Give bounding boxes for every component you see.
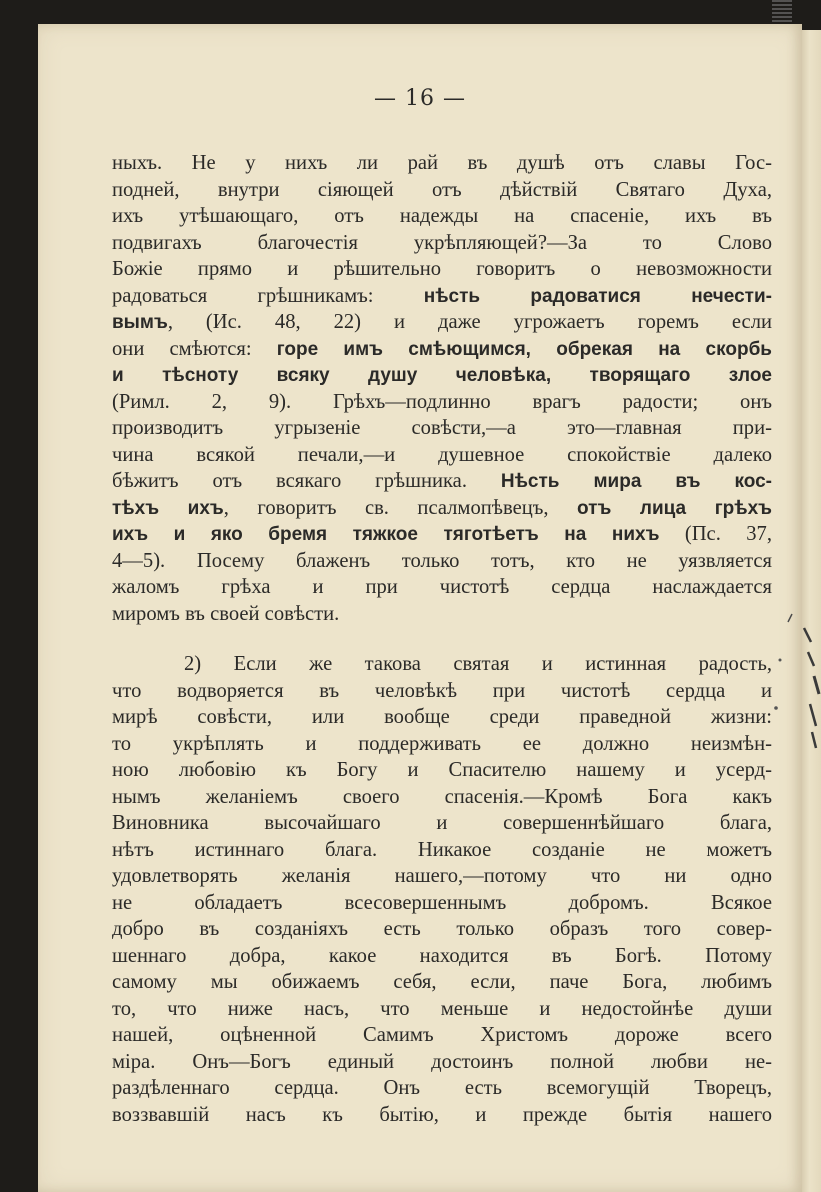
line-text: нымъ желаніемъ своего спасенія.—Кромѣ Бога какъ (112, 785, 772, 808)
text-line (112, 1049, 772, 1076)
text-line (112, 362, 772, 389)
text-line (112, 784, 772, 811)
text-line (112, 678, 772, 705)
line-text: міра. Онъ—Богъ единый достоинъ полной любви не- (112, 1050, 772, 1073)
scripture-quote: Нѣсть мира въ кос- (500, 471, 772, 492)
line-text: Божіе прямо и рѣшительно говоритъ о невозможности (112, 258, 772, 280)
text-line (112, 810, 772, 837)
scripture-quote: вымъ (112, 312, 168, 333)
book-page (38, 24, 802, 1192)
text-line (112, 495, 772, 522)
text-line (112, 601, 772, 628)
text-line (112, 203, 772, 230)
line-text: подвигахъ благочестія укрѣпляющей?—За то Слово (112, 231, 772, 254)
scanner-ruler (772, 0, 792, 22)
line-text: то, что ниже насъ, что меньше и недостойнѣе души (112, 997, 772, 1020)
text-line (112, 863, 772, 890)
text-line (112, 150, 772, 177)
text-line (112, 521, 772, 548)
scripture-quote: тѣхъ ихъ (112, 497, 224, 519)
text-line (112, 230, 772, 257)
line-text: ною любовію къ Богу и Спасителю нашему и усерд- (112, 759, 772, 781)
scripture-quote: ихъ и яко бремя тяжкое тяготѣетъ на нихъ (112, 524, 660, 545)
line-text: чина всякой печали,—и душевное спокойствіе далеко (112, 443, 772, 466)
scripture-quote: горе имъ смѣющимся, обрекая на скорбь (276, 338, 772, 360)
line-text: ныхъ. Не у нихъ ли рай въ душѣ отъ славы Гос- (112, 152, 772, 174)
text-line (112, 442, 772, 469)
line-text: нашей, оцѣненной Самимъ Христомъ дороже всего (112, 1024, 772, 1046)
text-line (112, 336, 772, 363)
text-line (112, 468, 772, 495)
line-text: миромъ въ своей совѣсти. (112, 602, 340, 625)
line-text: 2) Если же такова святая и истинная радость, (184, 653, 772, 675)
text-line (112, 757, 772, 784)
body-text (112, 150, 772, 1128)
line-text: радоваться грѣшникамъ: (112, 284, 424, 307)
page-number: — 16 — (374, 86, 466, 111)
text-line (112, 704, 772, 731)
line-text: то укрѣплять и поддерживать ее должно неизмѣн- (112, 732, 772, 755)
line-text: (Пс. 37, (659, 523, 772, 545)
line-text: 4—5). Посему блаженъ только тотъ, кто не уязвляется (112, 549, 772, 572)
line-text: производитъ угрызеніе совѣсти,—а это—главная при- (112, 417, 772, 439)
line-text: что водворяется въ человѣкѣ при чистотѣ сердца и (112, 679, 772, 702)
line-text: бѣжитъ отъ всякаго грѣшника. (112, 470, 501, 492)
text-line (112, 574, 772, 601)
text-line (112, 283, 772, 310)
paragraph-2 (112, 651, 772, 1128)
text-line (112, 256, 772, 283)
line-text: , (Ис. 48, 22) и даже угрожаетъ горемъ если (167, 311, 772, 333)
text-line (112, 890, 772, 917)
line-text: воззвавшій насъ къ бытію, и прежде бытія нашего (112, 1103, 772, 1126)
text-line (112, 651, 772, 678)
text-line (112, 943, 772, 970)
text-line (112, 548, 772, 575)
margin-pencil-marks (770, 600, 821, 770)
text-line (112, 969, 772, 996)
line-text: не обладаетъ всесовершеннымъ добромъ. Всякое (112, 891, 772, 914)
line-text: жаломъ грѣха и при чистотѣ сердца наслаждается (112, 576, 772, 598)
text-line (112, 916, 772, 943)
text-line (112, 309, 772, 336)
scripture-quote: нѣсть радоватися нечести- (423, 285, 772, 307)
line-text: (Римл. 2, 9). Грѣхъ—подлинно врагъ радости; онъ (112, 390, 772, 413)
scripture-quote: и тѣсноту всяку душу человѣка, творящаго злое (112, 365, 772, 386)
line-text: они смѣются: (112, 337, 277, 360)
line-text: подней, внутри сіяющей отъ дѣйствій Святаго Духа, (112, 178, 772, 201)
line-text: , говоритъ св. псалмопѣвецъ, (223, 496, 577, 519)
text-line (112, 177, 772, 204)
text-line (112, 837, 772, 864)
text-line (112, 1022, 772, 1049)
line-text: добро въ созданіяхъ есть только образъ того совер- (112, 918, 772, 940)
text-line (112, 1075, 772, 1102)
line-text: самому мы обижаемъ себя, если, паче Бога, любимъ (112, 971, 772, 993)
line-text: шеннаго добра, какое находится въ Богѣ. Потому (112, 944, 772, 967)
text-line (112, 389, 772, 416)
text-line (112, 996, 772, 1023)
line-text: раздѣленнаго сердца. Онъ есть всемогущій Творецъ, (112, 1077, 772, 1099)
paragraph-1 (112, 150, 772, 627)
line-text: ихъ утѣшающаго, отъ надежды на спасеніе, ихъ въ (112, 205, 772, 227)
text-line (112, 1102, 772, 1129)
line-text: удовлетворять желанія нашего,—потому что ни одно (112, 865, 772, 887)
scripture-quote: отъ лица грѣхъ (577, 497, 772, 519)
text-line (112, 415, 772, 442)
line-text: нѣтъ истиннаго блага. Никакое созданіе не можетъ (112, 838, 772, 861)
line-text: Виновника высочайшаго и совершеннѣйшаго блага, (112, 812, 772, 834)
line-text: мирѣ совѣсти, или вообще среди праведной жизни: (112, 706, 772, 728)
text-line (112, 731, 772, 758)
